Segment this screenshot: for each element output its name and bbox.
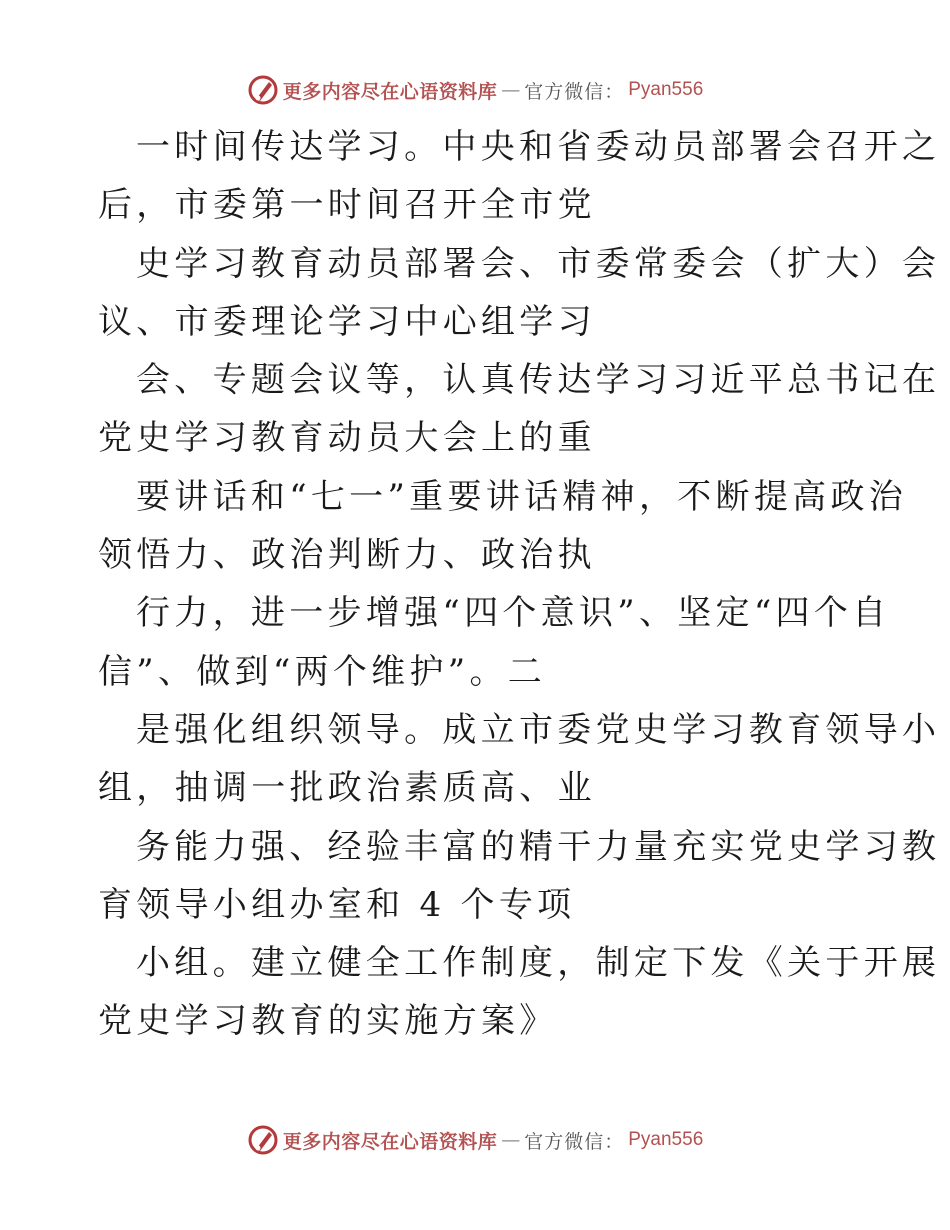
body-line: 领悟力、政治判断力、政治执 [98, 535, 596, 576]
body-line: 小组。建立健全工作制度，制定下发《关于开展 [136, 943, 941, 984]
pen-logo-icon [247, 1124, 279, 1156]
banner-main-text: 更多内容尽在心语资料库 [282, 1130, 498, 1153]
body-line: 组，抽调一批政治素质高、业 [98, 768, 596, 809]
body-line: 史学习教育动员部署会、市委常委会（扩大）会 [136, 243, 941, 284]
body-line: 信”、做到“两个维护”。二 [98, 651, 547, 692]
body-line: 后，市委第一时间召开全市党 [98, 185, 596, 226]
banner-main-text: 更多内容尽在心语资料库 [282, 80, 498, 103]
banner-wechat-id: Pyan556 [628, 79, 704, 100]
body-line: 一时间传达学习。中央和省委动员部署会召开之 [136, 127, 941, 167]
body-line: 行力，进一步增强“四个意识”、坚定“四个自 [136, 593, 891, 634]
banner-sub-text: 官方微信： [524, 80, 625, 103]
body-line: 党史学习教育的实施方案》 [98, 1001, 558, 1042]
body-line: 要讲话和“七一”重要讲话精神，不断提高政治 [136, 476, 908, 517]
body-line: 育领导小组办室和 4 个专项 [98, 884, 576, 925]
banner-sub-text: 官方微信： [524, 1130, 625, 1153]
page-footer-banner [0, 1124, 950, 1156]
pen-logo-icon [247, 74, 279, 106]
body-line: 党史学习教育动员大会上的重 [98, 418, 596, 459]
banner-wechat-id: Pyan556 [628, 1129, 704, 1150]
body-line: 议、市委理论学习中心组学习 [98, 301, 596, 342]
banner-dash: — [501, 1129, 521, 1151]
document-body [98, 118, 941, 1051]
page-header-banner [0, 74, 950, 106]
body-line: 是强化组织领导。成立市委党史学习教育领导小 [136, 709, 941, 750]
banner-dash: — [501, 79, 521, 101]
body-line: 务能力强、经验丰富的精干力量充实党史学习教 [136, 826, 941, 867]
body-line: 会、专题会议等，认真传达学习习近平总书记在 [136, 360, 941, 401]
